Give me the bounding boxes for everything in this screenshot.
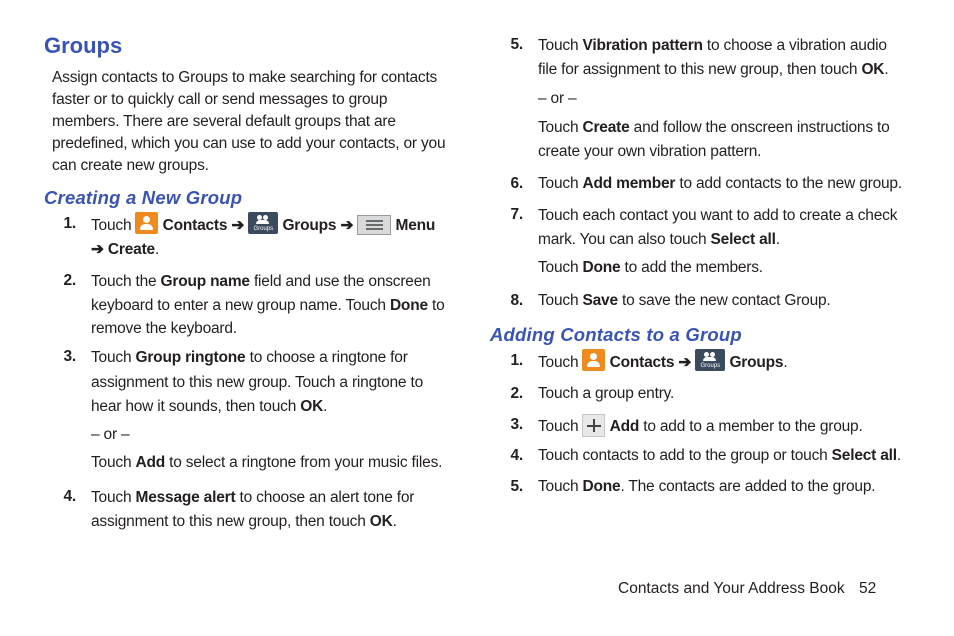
contacts-icon <box>582 349 605 371</box>
step-number: 5. <box>510 478 523 495</box>
intro-paragraph: Assign contacts to Groups to make searching for contacts faster or to quickly call or send messages to group members. There are several default groups that are predefined, which you can use to add your contacts, or you can create new groups. <box>52 69 446 174</box>
step-number: 4. <box>510 447 523 464</box>
menu-label: Menu <box>395 217 436 234</box>
groups-icon: Groups <box>695 349 725 371</box>
footer-chapter: Contacts and Your Address Book <box>618 580 845 597</box>
step-text: Touch <box>91 217 132 234</box>
step-number: 4. <box>63 488 76 505</box>
groups-label: Groups <box>282 217 337 234</box>
step-number: 3. <box>510 416 523 433</box>
step-number: 6. <box>510 175 523 192</box>
section-heading-adding: Adding Contacts to a Group <box>490 324 742 345</box>
step-number: 1. <box>63 215 76 232</box>
arrow: ➔ <box>340 217 354 234</box>
arrow: ➔ <box>678 354 692 371</box>
or-separator: – or – <box>91 426 130 443</box>
step-number: 5. <box>510 36 523 53</box>
menu-icon <box>357 215 391 235</box>
step-number: 8. <box>510 292 523 309</box>
step-number: 1. <box>510 352 523 369</box>
contacts-icon <box>135 212 158 234</box>
add-icon <box>582 414 605 437</box>
step-number: 2. <box>510 385 523 402</box>
footer-page-number: 52 <box>859 580 877 597</box>
step-number: 7. <box>510 206 523 223</box>
step-number: 2. <box>63 272 76 289</box>
create-label: Create <box>107 241 155 258</box>
page-title: Groups <box>44 33 123 58</box>
contacts-label: Contacts <box>162 217 228 234</box>
section-heading-creating: Creating a New Group <box>44 187 243 208</box>
contacts-label: Contacts <box>609 354 675 371</box>
step-number: 3. <box>63 348 76 365</box>
step-text: Touch a group entry. <box>538 385 675 402</box>
groups-icon: Groups <box>248 212 278 234</box>
arrow: ➔ <box>231 217 245 234</box>
or-separator: – or – <box>538 90 577 107</box>
groups-label: Groups <box>729 354 784 371</box>
arrow: ➔ <box>91 241 104 258</box>
